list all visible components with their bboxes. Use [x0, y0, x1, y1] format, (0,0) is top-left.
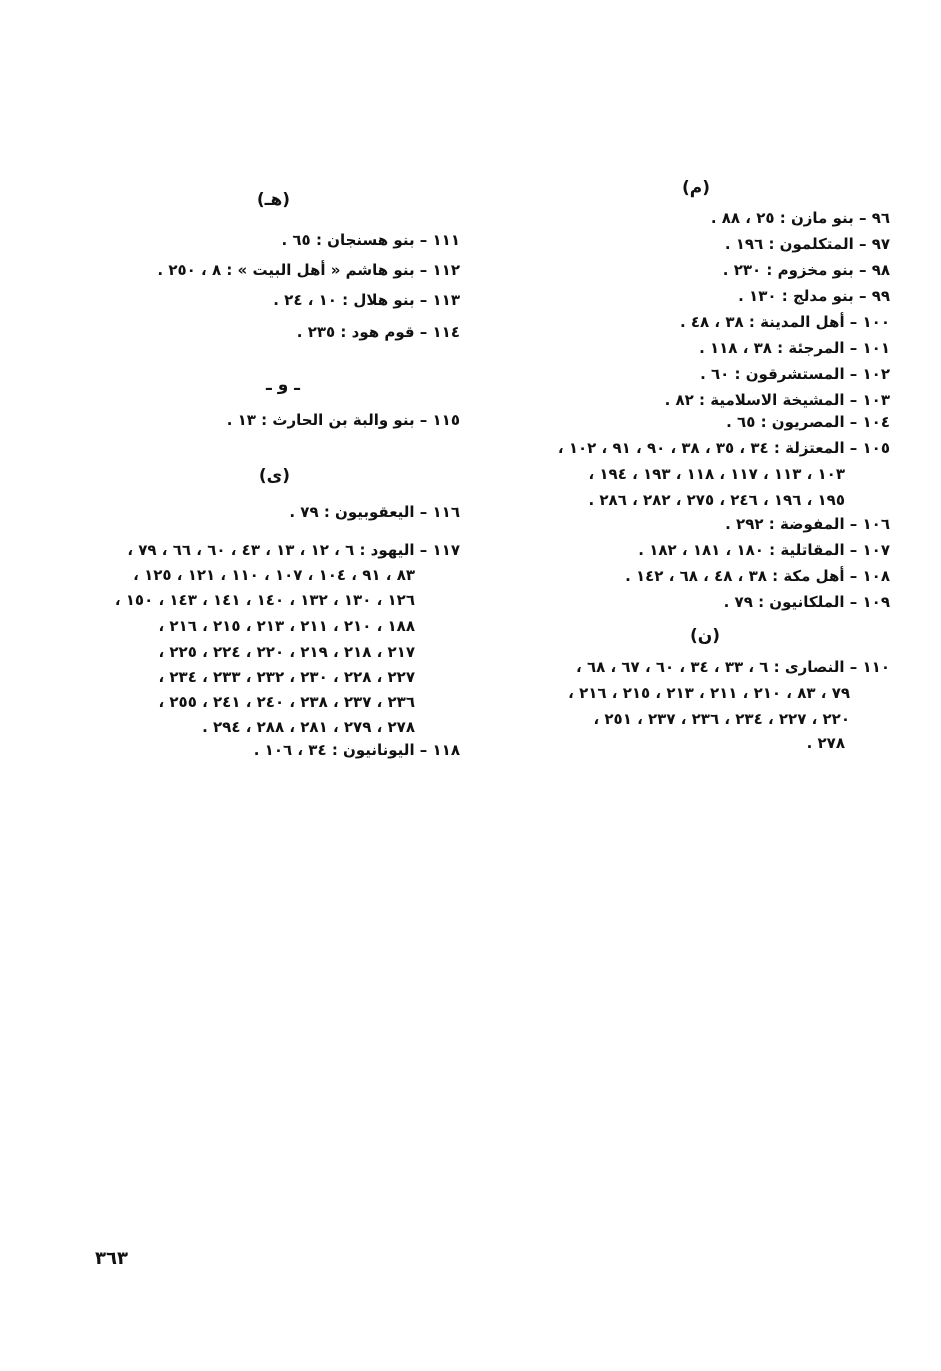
index-entry: ١٠١ – المرجئة : ٣٨ ، ١١٨ . — [699, 339, 890, 357]
index-entry-continuation: ٢٢٧ ، ٢٢٨ ، ٢٣٠ ، ٢٣٢ ، ٢٣٣ ، ٢٣٤ ، — [158, 668, 415, 686]
section-heading-ha: (هـ) — [256, 190, 290, 210]
index-entry-continuation: ١٩٥ ، ١٩٦ ، ٢٤٦ ، ٢٧٥ ، ٢٨٢ ، ٢٨٦ . — [588, 491, 845, 509]
index-entry: ١١٦ – اليعقوبيون : ٧٩ . — [289, 503, 460, 521]
index-entry: ١٠٧ – المقاتلية : ١٨٠ ، ١٨١ ، ١٨٢ . — [638, 541, 890, 559]
index-entry: ١١٠ – النصارى : ٦ ، ٣٣ ، ٣٤ ، ٦٠ ، ٦٧ ، ٦٨ ، — [576, 658, 890, 676]
section-heading-waw: ـ و ـ — [265, 375, 300, 395]
index-entry-continuation: ١٢٦ ، ١٣٠ ، ١٣٢ ، ١٤٠ ، ١٤١ ، ١٤٣ ، ١٥٠ ، — [114, 591, 415, 609]
index-entry: ٩٨ – بنو مخزوم : ٢٣٠ . — [722, 261, 890, 279]
index-entry-continuation: ١٠٣ ، ١١٣ ، ١١٧ ، ١١٨ ، ١٩٣ ، ١٩٤ ، — [588, 465, 845, 483]
index-entry: ١٠٩ – الملكانيون : ٧٩ . — [723, 593, 890, 611]
index-entry: ٩٦ – بنو مازن : ٢٥ ، ٨٨ . — [710, 209, 890, 227]
index-entry: ١١٥ – بنو والبة بن الحارث : ١٣ . — [226, 411, 460, 429]
index-entry: ١٠٣ – المشيخة الاسلامية : ٨٢ . — [664, 391, 890, 409]
index-entry: ٩٧ – المتكلمون : ١٩٦ . — [724, 235, 890, 253]
index-entry: ١٠٥ – المعتزلة : ٣٤ ، ٣٥ ، ٣٨ ، ٩٠ ، ٩١ ، ١٠٢ ، — [557, 439, 890, 457]
index-entry: ١٠٦ – المفوضة : ٢٩٢ . — [725, 515, 890, 533]
page-number: ٣٦٣ — [95, 1248, 128, 1269]
index-entry: ١١٣ – بنو هلال : ١٠ ، ٢٤ . — [273, 291, 460, 309]
index-entry-continuation: ٢٣٦ ، ٢٣٧ ، ٢٣٨ ، ٢٤٠ ، ٢٤١ ، ٢٥٥ ، — [158, 693, 415, 711]
index-entry-continuation: ٢٢٠ ، ٢٢٧ ، ٢٣٤ ، ٢٣٦ ، ٢٣٧ ، ٢٥١ ، — [593, 710, 850, 728]
index-entry-continuation: ٨٣ ، ٩١ ، ١٠٤ ، ١٠٧ ، ١١٠ ، ١٢١ ، ١٢٥ ، — [133, 566, 415, 584]
index-entry: ١١٤ – قوم هود : ٢٣٥ . — [296, 323, 460, 341]
section-heading-mim: (م) — [682, 178, 710, 198]
section-heading-nun: (ن) — [689, 626, 720, 646]
index-entry: ١٠٨ – أهل مكة : ٣٨ ، ٤٨ ، ٦٨ ، ١٤٢ . — [625, 567, 890, 585]
index-entry-continuation: ٢١٧ ، ٢١٨ ، ٢١٩ ، ٢٢٠ ، ٢٢٤ ، ٢٢٥ ، — [158, 643, 415, 661]
index-entry: ١١٢ – بنو هاشم « أهل البيت » : ٨ ، ٢٥٠ . — [157, 261, 460, 279]
index-entry: ١٠٠ – أهل المدينة : ٣٨ ، ٤٨ . — [679, 313, 890, 331]
index-entry: ١١٨ – اليونانيون : ٣٤ ، ١٠٦ . — [253, 741, 460, 759]
index-entry: ١٠٢ – المستشرقون : ٦٠ . — [700, 365, 890, 383]
index-entry-continuation: ٧٩ ، ٨٣ ، ٢١٠ ، ٢١١ ، ٢١٣ ، ٢١٥ ، ٢١٦ ، — [568, 684, 850, 702]
index-entry: ٩٩ – بنو مدلج : ١٣٠ . — [738, 287, 890, 305]
index-entry: ١١٧ – اليهود : ٦ ، ١٢ ، ١٣ ، ٤٣ ، ٦٠ ، ٦٦ ، ٧٩ ، — [127, 541, 460, 559]
index-entry: ١٠٤ – المصريون : ٦٥ . — [726, 413, 890, 431]
index-entry: ١١١ – بنو هسنجان : ٦٥ . — [281, 231, 460, 249]
index-entry-continuation: ١٨٨ ، ٢١٠ ، ٢١١ ، ٢١٣ ، ٢١٥ ، ٢١٦ ، — [158, 617, 415, 635]
section-heading-ya: (ى) — [258, 466, 290, 486]
index-entry-continuation: ٢٧٨ ، ٢٧٩ ، ٢٨١ ، ٢٨٨ ، ٢٩٤ . — [202, 718, 415, 736]
index-entry-continuation: ٢٧٨ . — [806, 734, 845, 752]
